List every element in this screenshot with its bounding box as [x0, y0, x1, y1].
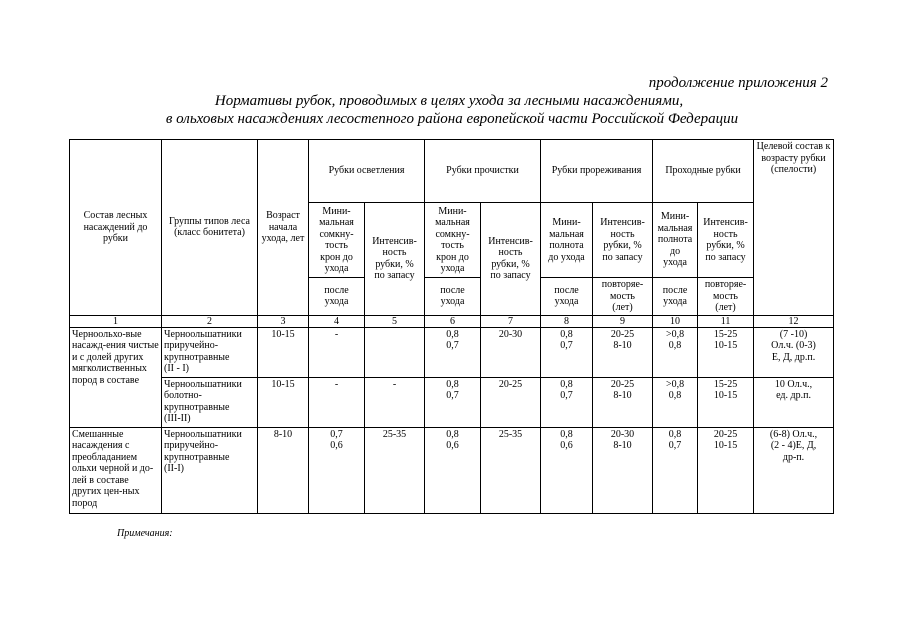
cell-clarification-intensity: - — [365, 377, 425, 427]
cell-target-composition: (7 -10) Ол.ч. (0-3) Е, Д, др.п. — [754, 327, 834, 377]
header-after-care: после ухода — [653, 278, 698, 316]
cell-clarification-intensity — [365, 327, 425, 377]
cell-forest-group: Черноольшатники приручейно-крупнотравные (II-I) — [162, 427, 258, 513]
header-forest-groups: Группы типов леса (класс бонитета) — [162, 140, 258, 316]
cell-passing-intensity: 20-25 10-15 — [698, 427, 754, 513]
column-number-row — [70, 315, 834, 327]
table-row — [70, 377, 834, 427]
header-repeat: повторяе- мость (лет) — [593, 278, 653, 316]
column-number: 2 — [162, 315, 258, 327]
cell-clarification-canopy: - — [309, 327, 365, 377]
column-number: 4 — [309, 315, 365, 327]
column-number: 11 — [698, 315, 754, 327]
cell-thinning-intensity: 20-25 8-10 — [593, 327, 653, 377]
cell-thinning-density: 0,8 0,6 — [541, 427, 593, 513]
cell-clarification-canopy: 0,7 0,6 — [309, 427, 365, 513]
document-title-line-1: Нормативы рубок, проводимых в целях ухода за лесными насаждениями, — [214, 93, 684, 109]
header-cleaning: Рубки прочистки — [425, 140, 541, 203]
cell-passing-density: >0,8 0,8 — [653, 377, 698, 427]
document-title-line-2: в ольховых насаждениях лесостепного района европейской части Российской Федерации — [165, 111, 739, 127]
cell-cleaning-intensity: 20-30 — [481, 327, 541, 377]
cell-passing-intensity: 15-25 10-15 — [698, 377, 754, 427]
cell-forest-group: Черноольшатники приручейно-крупнотравные (II - I) — [162, 327, 258, 377]
column-number: 9 — [593, 315, 653, 327]
cell-passing-intensity: 15-25 10-15 — [698, 327, 754, 377]
cell-thinning-intensity: 20-30 8-10 — [593, 427, 653, 513]
cell-cleaning-canopy: 0,8 0,7 — [425, 327, 481, 377]
header-after-care: после ухода — [309, 278, 365, 316]
cell-composition: Черноольхо-вые насажд-ения чистые и с долей других мягколиственных пород в составе — [70, 327, 162, 427]
norms-table — [69, 139, 834, 514]
cell-cleaning-intensity: 20-25 — [481, 377, 541, 427]
header-min-density: Мини- мальная полнота до ухода — [653, 203, 698, 278]
cell-clarification-intensity: 25-35 — [365, 427, 425, 513]
notes-label: Примечания: — [117, 528, 173, 539]
column-number: 6 — [425, 315, 481, 327]
cell-cleaning-intensity: 25-35 — [481, 427, 541, 513]
header-age: Возраст начала ухода, лет — [258, 140, 309, 316]
cell-thinning-density: 0,8 0,7 — [541, 327, 593, 377]
cell-thinning-density: 0,8 0,7 — [541, 377, 593, 427]
column-number: 5 — [365, 315, 425, 327]
header-after-care: после ухода — [425, 278, 481, 316]
cell-age: 10-15 — [258, 327, 309, 377]
header-min-density: Мини- мальная полнота до ухода — [541, 203, 593, 278]
column-number: 3 — [258, 315, 309, 327]
column-number: 12 — [754, 315, 834, 327]
continuation-label: продолжение приложения 2 — [648, 75, 828, 91]
column-number: 1 — [70, 315, 162, 327]
header-repeat: повторяе- мость (лет) — [698, 278, 754, 316]
cell-thinning-intensity: 20-25 8-10 — [593, 377, 653, 427]
cell-target-composition: (6-8) Ол.ч., (2 - 4)Е, Д, др-п. — [754, 427, 834, 513]
header-composition: Состав лесных насаждений до рубки — [70, 140, 162, 316]
cell-cleaning-canopy: 0,8 0,7 — [425, 377, 481, 427]
header-thinning: Рубки прореживания — [541, 140, 653, 203]
cell-age: 10-15 — [258, 377, 309, 427]
header-intensity: Интенсив- ность рубки, % по запасу — [698, 203, 754, 278]
cell-clarification-canopy: - — [309, 377, 365, 427]
table-row — [70, 427, 834, 513]
cell-cleaning-canopy: 0,8 0,6 — [425, 427, 481, 513]
header-clarification: Рубки осветления — [309, 140, 425, 203]
header-target-composition: Целевой состав к возрасту рубки (спелости) — [754, 140, 834, 316]
header-intensity: Интенсив- ность рубки, % по запасу — [365, 203, 425, 316]
cell-age: 8-10 — [258, 427, 309, 513]
column-number: 7 — [481, 315, 541, 327]
column-number: 10 — [653, 315, 698, 327]
header-intensity: Интенсив- ность рубки, % по запасу — [481, 203, 541, 316]
cell-passing-density: >0,8 0,8 — [653, 327, 698, 377]
header-passing: Проходные рубки — [653, 140, 754, 203]
cell-composition: Смешанные насаждения с преобладанием ольхи черной и до-лей в составе других цен-ных пород — [70, 427, 162, 513]
cell-forest-group: Черноольшатники болотно-крупнотравные (III-II) — [162, 377, 258, 427]
header-row-1 — [70, 140, 834, 203]
header-after-care: после ухода — [541, 278, 593, 316]
column-number: 8 — [541, 315, 593, 327]
table-row — [70, 327, 834, 377]
header-intensity: Интенсив- ность рубки, % по запасу — [593, 203, 653, 278]
header-min-canopy: Мини- мальная сомкну- тость крон до ухода — [309, 203, 365, 278]
header-min-canopy: Мини- мальная сомкну- тость крон до ухода — [425, 203, 481, 278]
cell-passing-density: 0,8 0,7 — [653, 427, 698, 513]
cell-target-composition: 10 Ол.ч., ед. др.п. — [754, 377, 834, 427]
